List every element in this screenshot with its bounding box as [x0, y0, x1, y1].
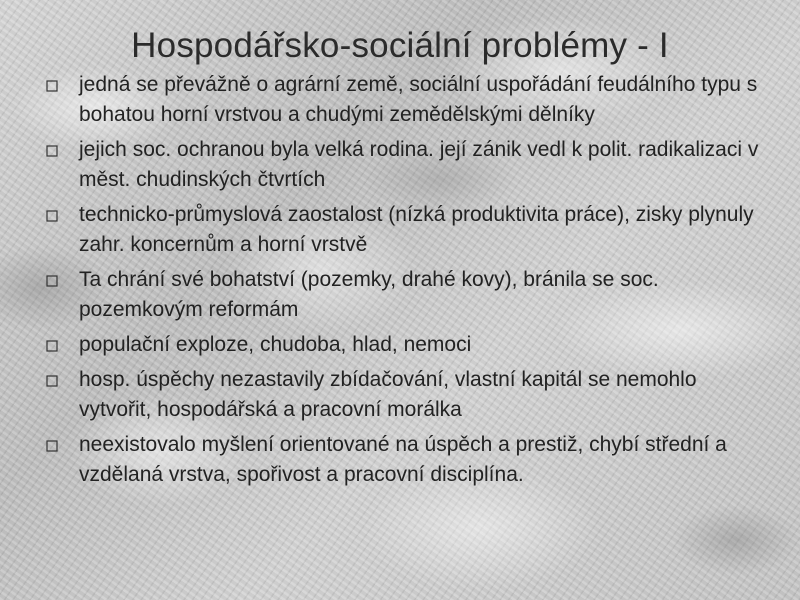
bullet-list [42, 70, 772, 495]
hollow-square-bullet-icon [46, 340, 58, 352]
hollow-square-bullet-icon [46, 210, 58, 222]
bullet-item [42, 265, 772, 325]
bullet-text: Ta chrání své bohatství (pozemky, drahé kovy), bránila se soc. pozemkovým reformám [79, 268, 659, 321]
bullet-item [42, 430, 772, 490]
bullet-text: jedná se převážně o agrární země, sociální uspořádání feudálního typu s bohatou horní vrstvou a chudými zemědělskými dělníky [79, 73, 758, 126]
bullet-text: technicko-průmyslová zaostalost (nízká produktivita práce), zisky plynuly zahr. koncernům a horní vrstvě [79, 203, 754, 256]
bullet-text: populační exploze, chudoba, hlad, nemoci [79, 333, 472, 356]
bullet-item [42, 365, 772, 425]
hollow-square-bullet-icon [46, 80, 58, 92]
slide-title: Hospodářsko-sociální problémy - I [131, 26, 669, 65]
bullet-item [42, 70, 772, 130]
hollow-square-bullet-icon [46, 375, 58, 387]
bullet-item [42, 200, 772, 260]
bullet-item [42, 135, 772, 195]
bullet-item [42, 330, 772, 360]
hollow-square-bullet-icon [46, 145, 58, 157]
bullet-text: hosp. úspěchy nezastavily zbídačování, vlastní kapitál se nemohlo vytvořit, hospodářská a pracovní morálka [79, 368, 697, 421]
hollow-square-bullet-icon [46, 275, 58, 287]
bullet-text: neexistovalo myšlení orientované na úspěch a prestiž, chybí střední a vzdělaná vrstva, spořivost a pracovní disciplína. [79, 433, 727, 486]
hollow-square-bullet-icon [46, 440, 58, 452]
bullet-text: jejich soc. ochranou byla velká rodina. její zánik vedl k polit. radikalizaci v měst. chudinských čtvrtích [79, 138, 759, 191]
